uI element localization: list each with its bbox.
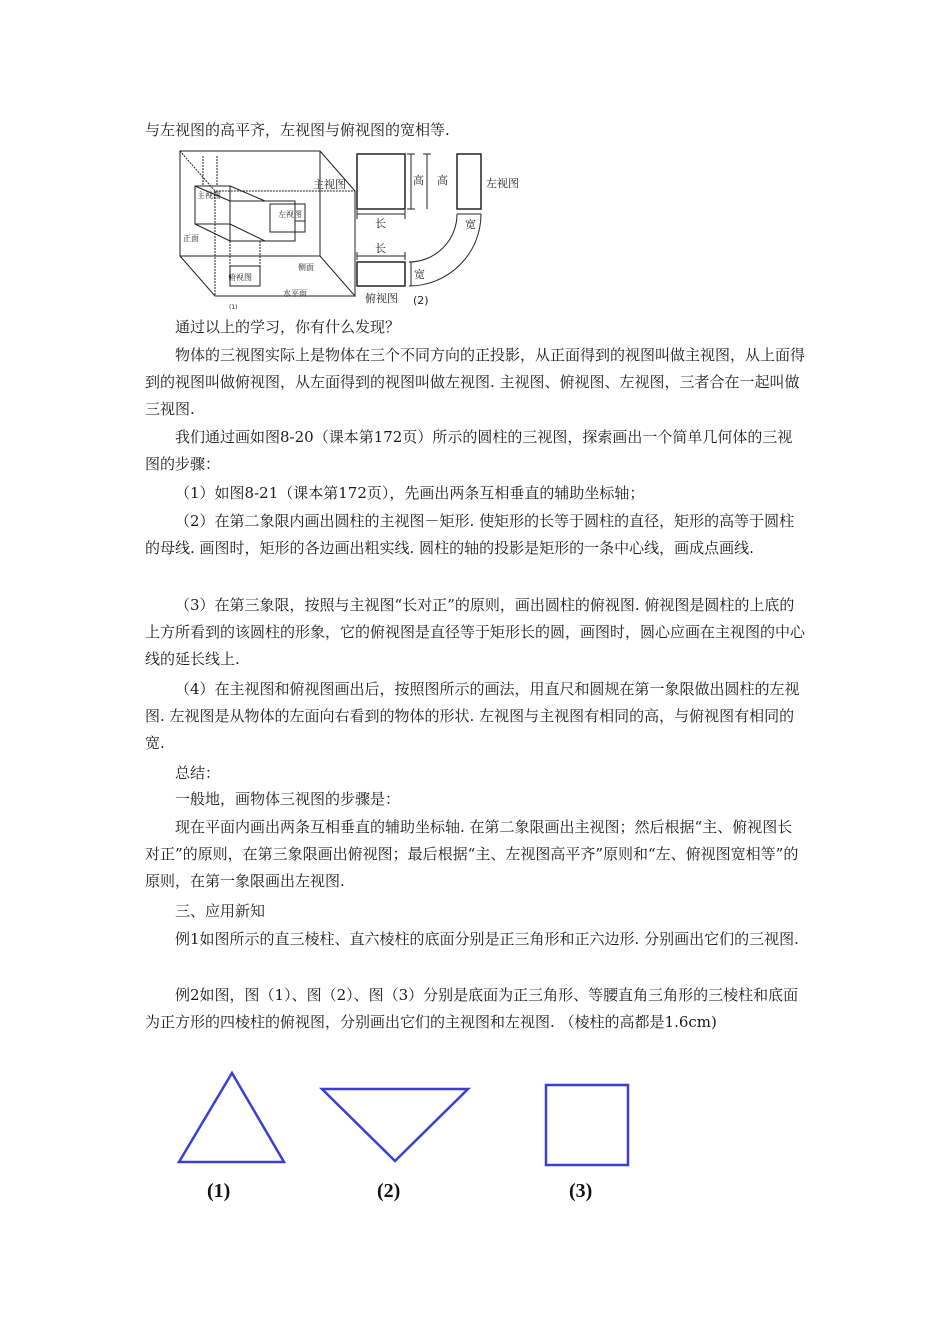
paragraph: （2）在第二象限内画出圆柱的主视图－矩形. 使矩形的长等于圆柱的直径，矩形的高等于圆柱的母线. 画图时，矩形的各边画出粗实线. 圆柱的轴的投影是矩形的一条中心线，画成点画线. [145,512,795,557]
label-left-view-right: 左视图 [486,177,519,190]
label-length-2: 长 [375,242,386,255]
paragraph: 例1如图所示的直三棱柱、直六棱柱的底面分别是正三角形和正六边形. 分别画出它们的三视图. [175,930,799,948]
paragraph: 总结： [175,764,221,782]
label-horizontal-plane: 水平面 [283,289,307,298]
paragraph: 物体的三视图实际上是物体在三个不同方向的正投影，从正面得到的视图叫做主视图，从上面得到的视图叫做俯视图，从左面得到的视图叫做左视图. 主视图、俯视图、左视图，三者合在一起叫做三视图. [145,346,806,418]
label-left-view: 左视图 [278,210,302,219]
label-top-view: 俯视图 [228,273,252,282]
paragraph: 与左视图的高平齐，左视图与俯视图的宽相等. [145,121,450,139]
paragraph: 现在平面内画出两条互相垂直的辅助坐标轴. 在第二象限画出主视图；然后根据“主、俯视图长对正”的原则，在第三象限画出俯视图；最后根据“主、左视图高平齐”原则和“左、俯视图宽相等”的原则，在第一象限画出左视图. [145,818,799,890]
label-width-2: 宽 [414,268,425,281]
label-height-2: 高 [437,174,448,187]
equilateral-triangle [179,1073,284,1162]
label-side-plane: 侧面 [298,263,314,272]
label-front-view-right: 主视图 [313,178,346,191]
paragraph: 一般地，画物体三视图的步骤是： [175,790,401,808]
label-width-1: 宽 [465,218,476,231]
caption-1: (1) [229,304,238,311]
caption-shape-3: (3) [569,1180,593,1202]
label-top-view-right: 俯视图 [365,292,398,305]
paragraph: 通过以上的学习，你有什么发现？ [175,318,401,336]
paragraph: （3）在第三象限，按照与主视图“长对正”的原则，画出圆柱的俯视图. 俯视图是圆柱的上底的上方所看到的该圆柱的形象，它的俯视图是直径等于矩形长的圆，画图时，圆心应画在主视图的中心线的延长线上. [145,596,806,668]
label-height-1: 高 [413,174,424,187]
caption-shape-1: (1) [207,1180,231,1202]
section-heading: 三、应用新知 [175,902,266,920]
paragraph: 我们通过画如图8-20（课本第172页）所示的圆柱的三视图，探索画出一个简单几何体的三视图的步骤： [145,428,793,473]
label-front-view: 主视图 [197,191,221,200]
caption-2: (2) [413,294,429,307]
caption-shape-2: (2) [377,1180,401,1202]
square [546,1085,628,1165]
projection-box-diagram [180,151,355,296]
paragraph: （4）在主视图和俯视图画出后，按照图所示的画法，用直尺和圆规在第一象限做出圆柱的左视图. 左视图是从物体的左面向右看到的物体的形状. 左视图与主视图有相同的高，与俯视图有相同的宽. [145,680,800,752]
paragraph: 例2如图，图（1）、图（2）、图（3）分别是底面为正三角形、等腰直角三角形的三棱柱和底面为正方形的四棱柱的俯视图，分别画出它们的主视图和左视图. （棱柱的高都是1.6cm) [145,986,799,1031]
paragraph: （1）如图8-21（课本第172页），先画出两条互相垂直的辅助坐标轴； [175,484,645,502]
label-front-plane: 正面 [183,234,199,243]
isosceles-right-triangle [322,1089,468,1161]
label-length-1: 长 [375,217,386,230]
three-view-projection-figure [175,146,535,316]
top-view-shapes-figure [170,1065,650,1175]
